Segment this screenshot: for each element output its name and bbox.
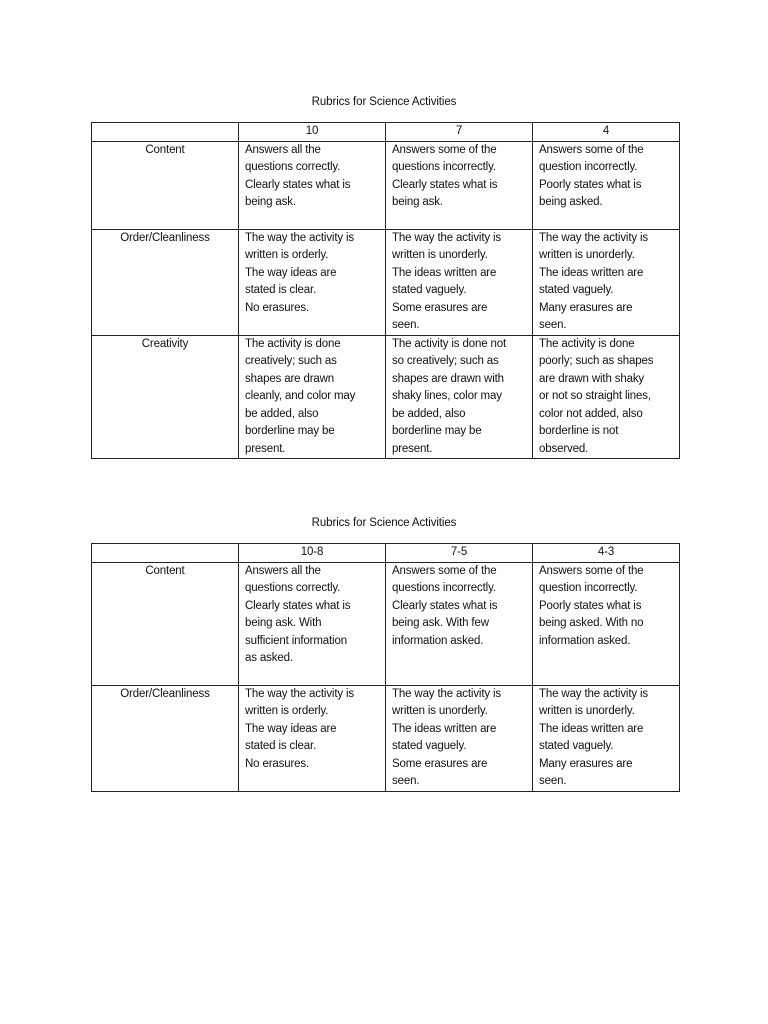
descriptor-cell: The activity is done poorly; such as shapes are drawn with shaky or not so straight lines, color not added, also borderline is not observed.: [533, 335, 680, 459]
header-cell-score: 7-5: [386, 544, 533, 563]
descriptor-cell: Answers all the questions correctly. Clearly states what is being ask. With sufficient information as asked.: [239, 562, 386, 685]
descriptor-cell: The activity is done not so creatively; such as shapes are drawn with shaky lines, color may be added, also borderline may be present.: [386, 335, 533, 459]
descriptor-cell: Answers some of the question incorrectly. Poorly states what is being asked.: [533, 141, 680, 229]
descriptor-cell: Answers some of the question incorrectly. Poorly states what is being asked. With no information asked.: [533, 562, 680, 685]
criterion-cell: Creativity: [92, 335, 239, 459]
descriptor-cell: The activity is done creatively; such as shapes are drawn cleanly, and color may be added, also borderline may be present.: [239, 335, 386, 459]
header-cell-score: 7: [386, 123, 533, 142]
header-cell-score: 4: [533, 123, 680, 142]
descriptor-cell: The way the activity is written is unorderly. The ideas written are stated vaguely. Some erasures are seen.: [386, 229, 533, 335]
header-cell-score: 4-3: [533, 544, 680, 563]
descriptor-cell: Answers some of the questions incorrectly. Clearly states what is being ask.: [386, 141, 533, 229]
descriptor-cell: Answers all the questions correctly. Clearly states what is being ask.: [239, 141, 386, 229]
descriptor-cell: The way the activity is written is orderly. The way ideas are stated is clear. No erasures.: [239, 229, 386, 335]
descriptor-cell: The way the activity is written is orderly. The way ideas are stated is clear. No erasures.: [239, 685, 386, 791]
table-row: [92, 335, 680, 459]
table-row: [92, 562, 680, 685]
rubric-table: [91, 122, 680, 459]
header-cell-score: 10-8: [239, 544, 386, 563]
descriptor-cell: The way the activity is written is unorderly. The ideas written are stated vaguely. Many erasures are seen.: [533, 685, 680, 791]
table-header-row: [92, 123, 680, 142]
criterion-cell: Order/Cleanliness: [92, 685, 239, 791]
descriptor-cell: The way the activity is written is unorderly. The ideas written are stated vaguely. Many erasures are seen.: [533, 229, 680, 335]
header-cell-blank: [92, 544, 239, 563]
rubric-title: Rubrics for Science Activities: [311, 517, 457, 529]
rubric-title: Rubrics for Science Activities: [311, 96, 457, 108]
criterion-cell: Content: [92, 562, 239, 685]
descriptor-cell: The way the activity is written is unorderly. The ideas written are stated vaguely. Some erasures are seen.: [386, 685, 533, 791]
table-header-row: [92, 544, 680, 563]
rubric-table: [91, 543, 680, 792]
header-cell-blank: [92, 123, 239, 142]
header-cell-score: 10: [239, 123, 386, 142]
table-row: [92, 685, 680, 791]
table-row: [92, 229, 680, 335]
criterion-cell: Content: [92, 141, 239, 229]
descriptor-cell: Answers some of the questions incorrectly. Clearly states what is being ask. With few information asked.: [386, 562, 533, 685]
table-row: [92, 141, 680, 229]
criterion-cell: Order/Cleanliness: [92, 229, 239, 335]
